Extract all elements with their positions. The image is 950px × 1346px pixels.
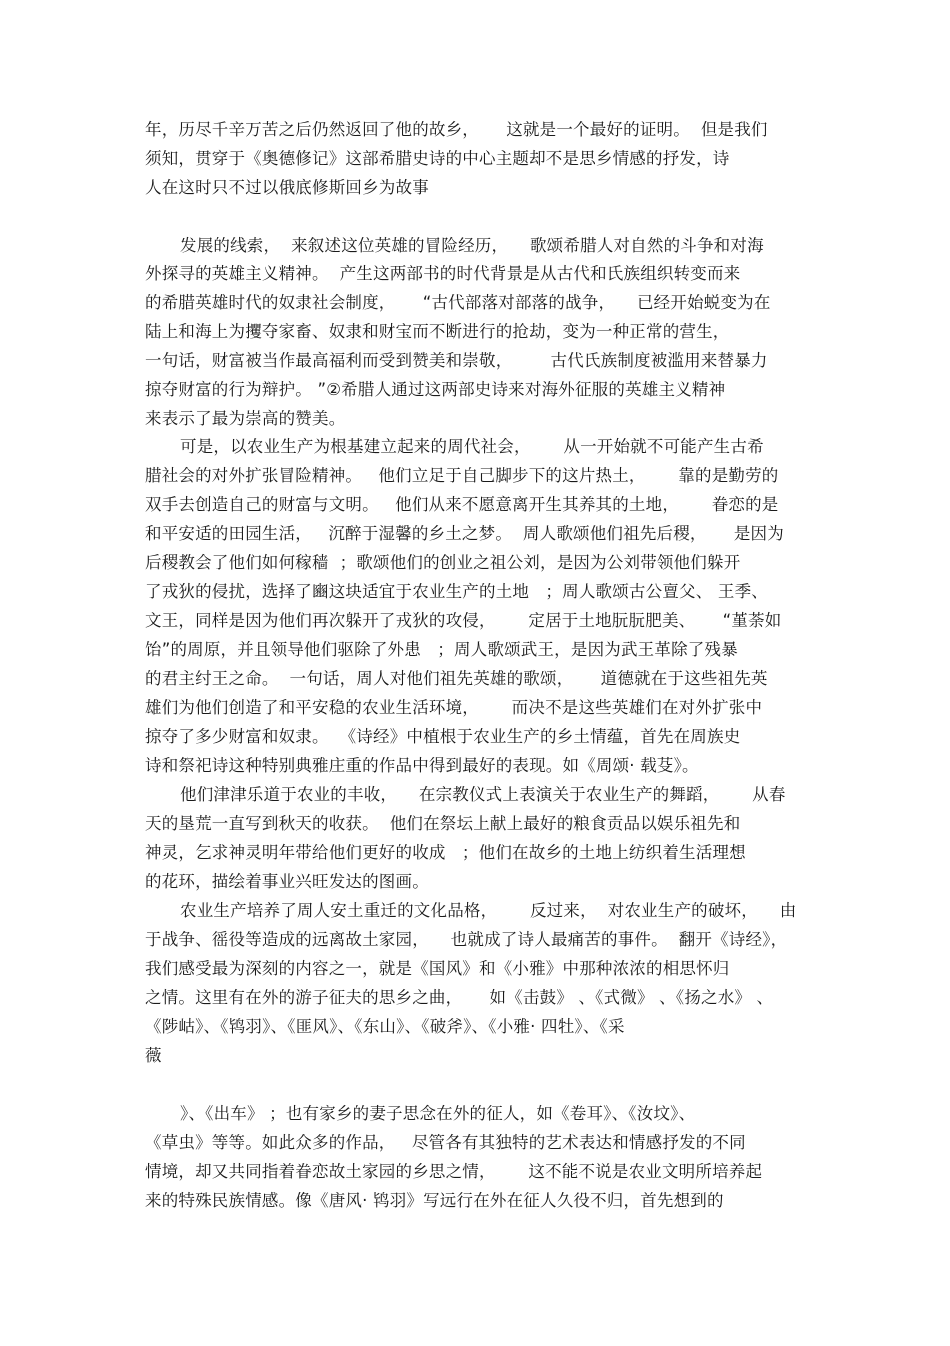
text-line: 天的垦荒一直写到秋天的收获。 他们在祭坛上献上最好的粮食贡品以娱乐祖先和 [145, 814, 741, 833]
text-line: 掠夺了多少财富和奴隶。 《诗经》中植根于农业生产的乡土情蕴，首先在周族史 [145, 727, 741, 746]
text-line: 》、《出车》 ；也有家乡的妻子思念在外的征人，如《卷耳》、《汝坟》、 [180, 1104, 696, 1123]
text-line: 于战争、徭役等造成的远离故土家园， 也就成了诗人最痛苦的事件。 翻开《诗经》， [145, 930, 788, 949]
text-line: 人在这时只不过以俄底修斯回乡为故事 [145, 178, 429, 197]
text-line: 我们感受最为深刻的内容之一，就是《国风》和《小雅》中那种浓浓的相思怀归 [145, 959, 730, 978]
text-line: 可是，以农业生产为根基建立起来的周代社会， 从一开始就不可能产生古希 [180, 437, 764, 456]
text-line: 诗和祭祀诗这种特别典雅庄重的作品中得到最好的表现。如《周颂· 载芟》。 [145, 756, 699, 775]
text-line: 来的特殊民族情感。像《唐风· 鸨羽》写远行在外在征人久役不归，首先想到的 [145, 1191, 724, 1210]
text-line: 一句话，财富被当作最高福利而受到赞美和崇敬， 古代氏族制度被滥用来替暴力 [145, 351, 768, 370]
text-line: 之情。这里有在外的游子征夫的思乡之曲， 如《击鼓》 、《式微》 、《扬之水》 、 [145, 988, 774, 1007]
text-line: 外探寻的英雄主义精神。 产生这两部书的时代背景是从古代和氏族组织转变而来 [145, 264, 741, 283]
text-line: 《草虫》等等。如此众多的作品， 尽管各有其独特的艺术表达和情感抒发的不同 [145, 1133, 746, 1152]
text-line: 发展的线索， 来叙述这位英雄的冒险经历， 歌颂希腊人对自然的斗争和对海 [180, 236, 764, 255]
text-line: 来表示了最为崇高的赞美。 [145, 409, 346, 428]
text-line: 后稷教会了他们如何稼穑 ；歌颂他们的创业之祖公刘，是因为公刘带领他们躲开 [145, 553, 741, 572]
text-line: 神灵，乞求神灵明年带给他们更好的收成 ；他们在故乡的土地上纺织着生活理想 [145, 843, 746, 862]
text-line: 薇 [145, 1046, 162, 1065]
text-line: 他们津津乐道于农业的丰收， 在宗教仪式上表演关于农业生产的舞蹈， 从春 [180, 785, 786, 804]
text-line: 雄们为他们创造了和平安稳的农业生活环境， 而决不是这些英雄们在对外扩张中 [145, 698, 763, 717]
text-line: 了戎狄的侵扰，选择了豳这块适宜于农业生产的土地 ；周人歌颂古公亶父、 王季、 [145, 582, 768, 601]
text-line: 的花环，描绘着事业兴旺发达的图画。 [145, 872, 429, 891]
text-line: 须知，贯穿于《奥德修记》这部希腊史诗的中心主题却不是思乡情感的抒发，诗 [145, 149, 730, 168]
text-line: 农业生产培养了周人安土重迁的文化品格， 反过来， 对农业生产的破坏， 由 [180, 901, 797, 920]
text-line: 双手去创造自己的财富与文明。 他们从来不愿意离开生其养其的土地， 眷恋的是 [145, 495, 779, 514]
text-line: 和平安适的田园生活， 沉醉于湿馨的乡土之梦。 周人歌颂他们祖先后稷， 是因为 [145, 524, 784, 543]
text-line: 的君主纣王之命。 一句话，周人对他们祖先英雄的歌颂， 道德就在于这些祖先英 [145, 669, 768, 688]
text-line: 的希腊英雄时代的奴隶社会制度， “古代部落对部落的战争， 已经开始蜕变为在 [145, 293, 771, 312]
text-line: 腊社会的对外扩张冒险精神。 他们立足于自己脚步下的这片热土， 靠的是勤劳的 [145, 466, 779, 485]
text-line: 陆上和海上为攫夺家畜、奴隶和财宝而不断进行的抢劫，变为一种正常的营生， [145, 322, 730, 341]
text-line: 饴”的周原，并且领导他们驱除了外患 ；周人歌颂武王，是因为武王革除了残暴 [145, 640, 738, 659]
text-line: 文王，同样是因为他们再次躲开了戎狄的攻侵， 定居于土地朊朊肥美、 “堇荼如 [145, 611, 782, 630]
text-line: 《陟岵》、《鸨羽》、《匪风》、《东山》、《破斧》、《小雅· 四牡》、《采 [145, 1017, 625, 1036]
text-line: 掠夺财富的行为辩护。 ”②希腊人通过这两部史诗来对海外征服的英雄主义精神 [145, 380, 726, 399]
text-line: 情境，却又共同指着眷恋故土家园的乡思之情， 这不能不说是农业文明所培养起 [145, 1162, 763, 1181]
text-line: 年，历尽千辛万苦之后仍然返回了他的故乡， 这就是一个最好的证明。 但是我们 [145, 120, 768, 139]
